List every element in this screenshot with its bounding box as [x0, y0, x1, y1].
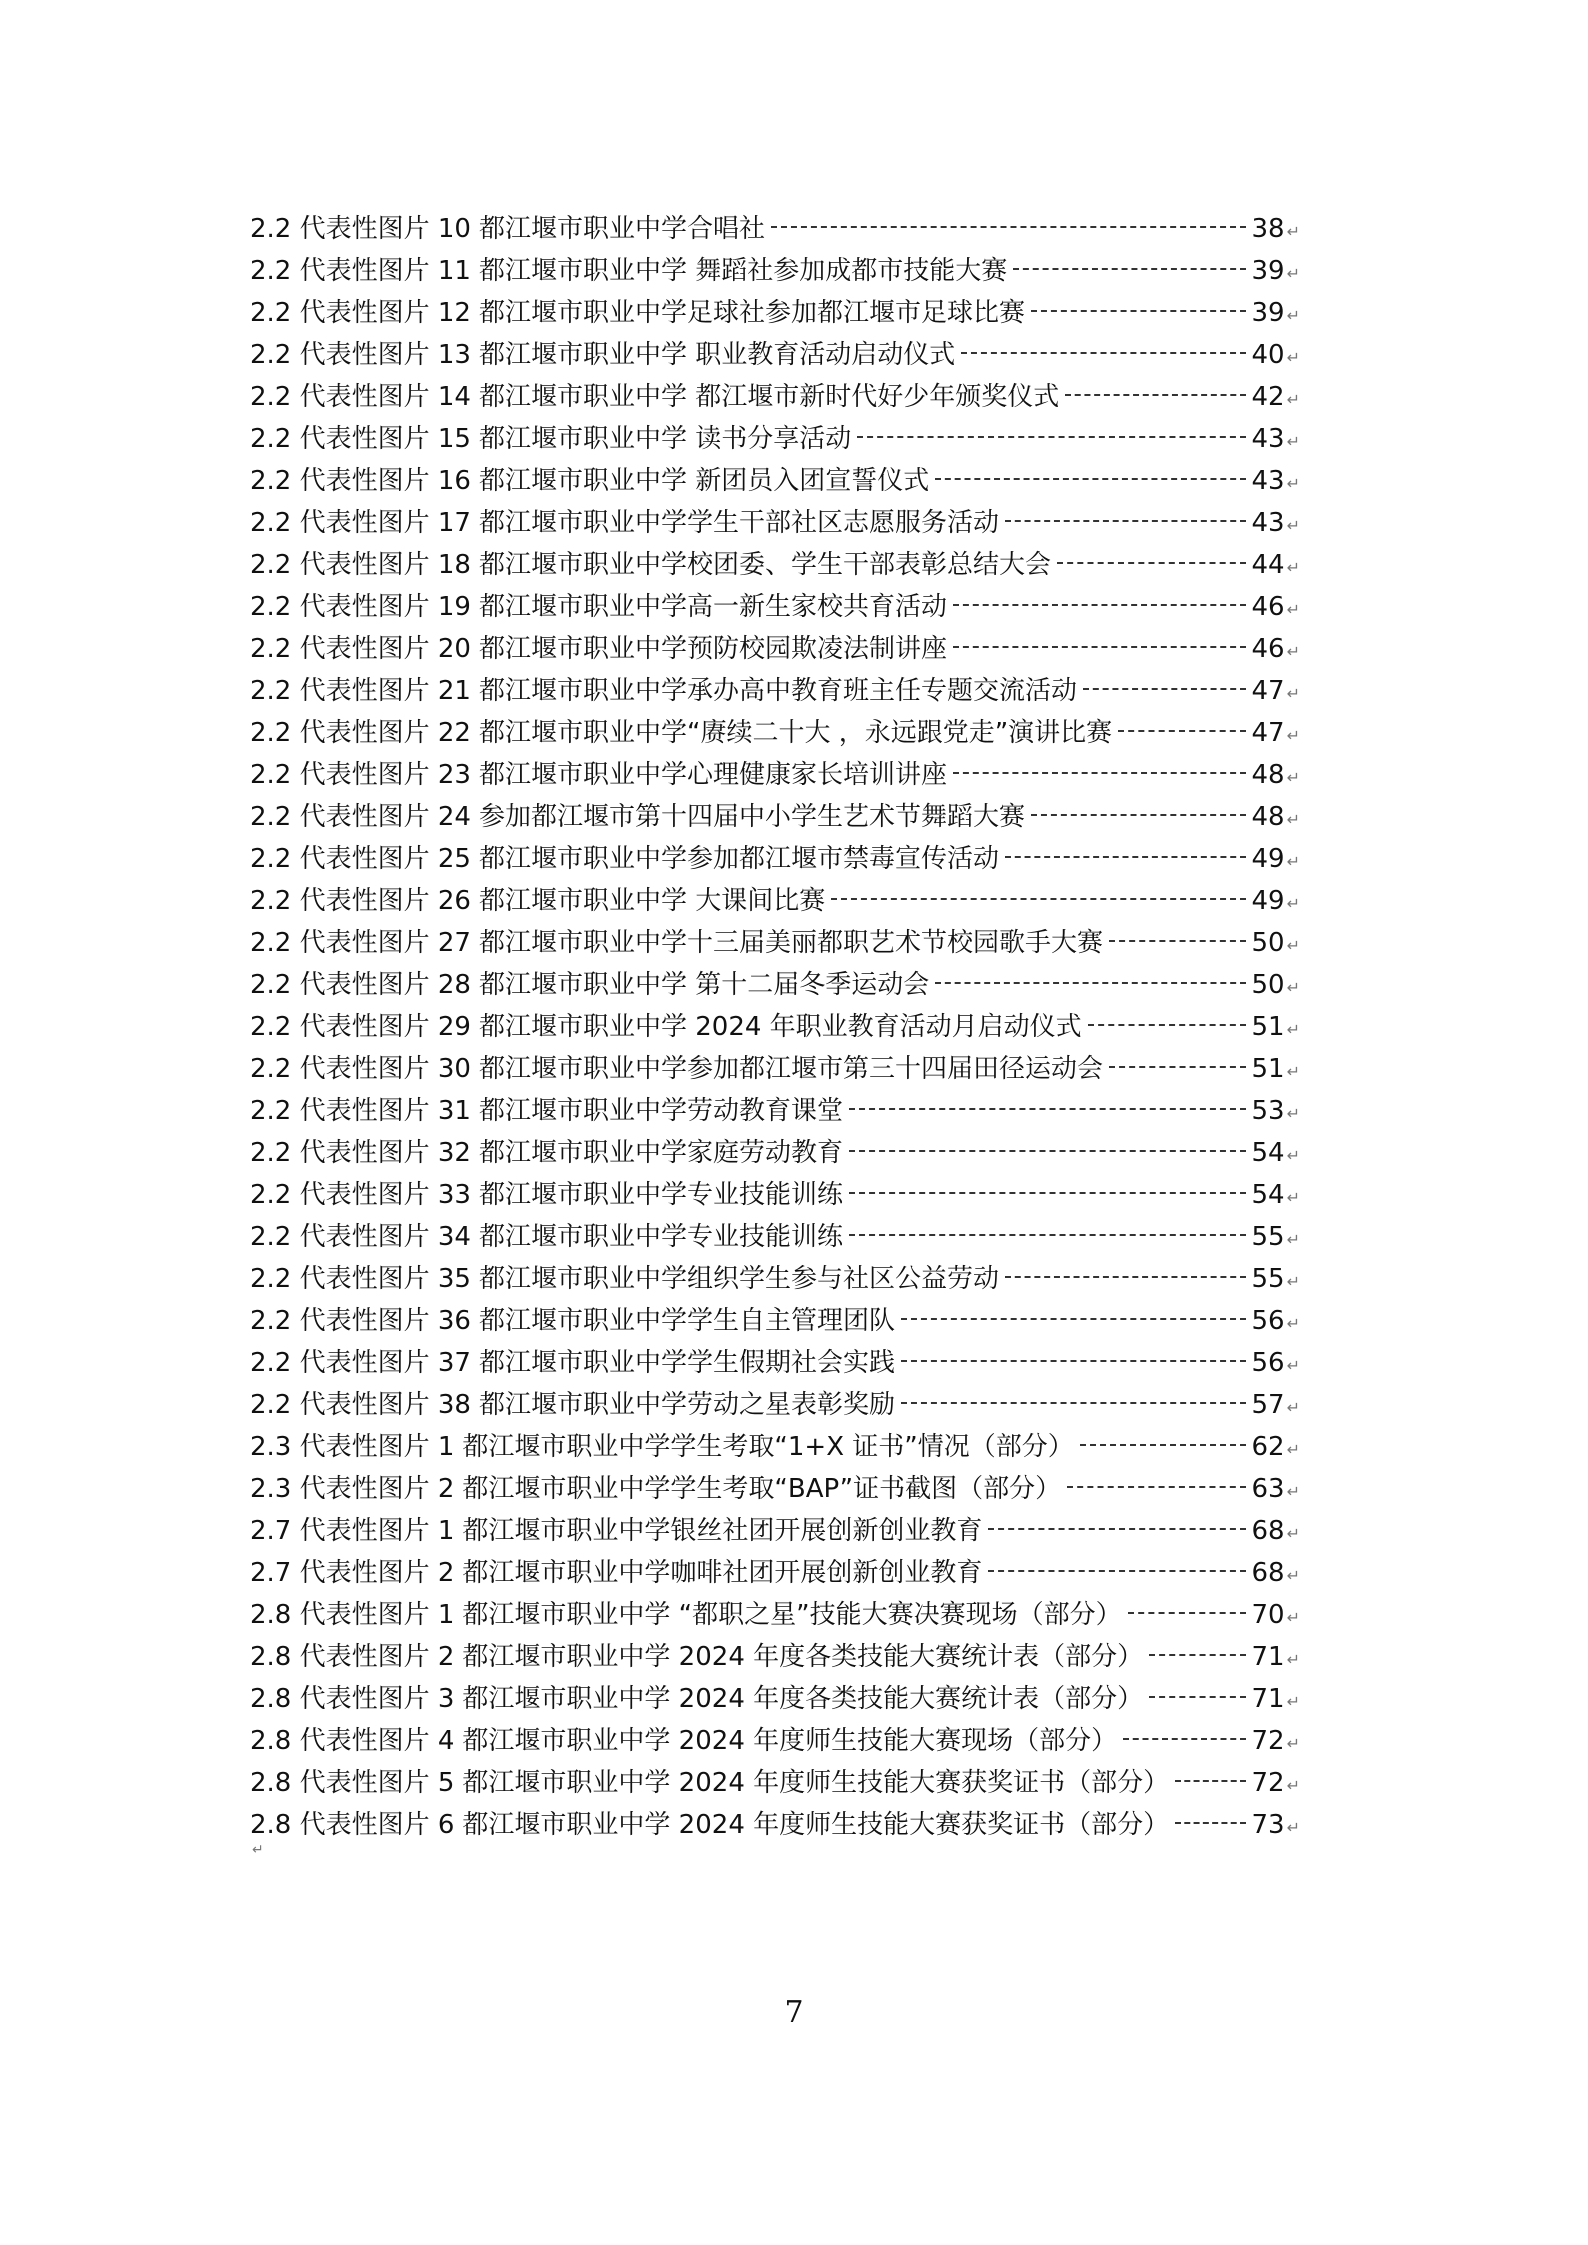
- toc-entry-title: 都江堰市职业中学劳动教育课堂: [478, 1096, 843, 1126]
- toc-entry-number: 2.2 代表性图片 32: [250, 1138, 471, 1168]
- paragraph-mark: ↵: [1286, 1482, 1300, 1501]
- toc-entry-title: 都江堰市职业中学心理健康家长培训讲座: [478, 760, 947, 790]
- toc-entry-title: 都江堰市职业中学学生考取“BAP”证书截图（部分）: [462, 1474, 1062, 1504]
- toc-entry-title: 都江堰市职业中学学生假期社会实践: [478, 1348, 895, 1378]
- toc-entry-number: 2.2 代表性图片 30: [250, 1054, 471, 1084]
- toc-entry-number: 2.2 代表性图片 18: [250, 550, 471, 580]
- toc-entry-number: 2.2 代表性图片 31: [250, 1096, 471, 1126]
- toc-dot-leader: [901, 1360, 1246, 1362]
- toc-entry-title: 都江堰市职业中学 大课间比赛: [478, 886, 826, 916]
- toc-entry[interactable]: [250, 1006, 1300, 1048]
- toc-dot-leader: [1031, 310, 1246, 312]
- toc-entry-page: 56: [1251, 1306, 1285, 1336]
- toc-dot-leader: [1083, 688, 1246, 690]
- toc-entry[interactable]: [250, 586, 1300, 628]
- toc-dot-leader: [771, 226, 1246, 228]
- toc-entry-page: 39: [1251, 298, 1285, 328]
- toc-dot-leader: [935, 982, 1245, 984]
- page-number: 7: [784, 1995, 804, 2030]
- toc-entry-title: 都江堰市职业中学银丝社团开展创新创业教育: [462, 1516, 983, 1546]
- toc-entry-page: 73: [1251, 1810, 1285, 1840]
- toc-entry[interactable]: [250, 376, 1300, 418]
- toc-entry-title: 都江堰市职业中学专业技能训练: [478, 1180, 843, 1210]
- paragraph-mark: ↵: [1286, 1608, 1300, 1627]
- toc-entry-title: 都江堰市职业中学 2024 年职业教育活动月启动仪式: [478, 1012, 1082, 1042]
- paragraph-mark: ↵: [1286, 1818, 1300, 1837]
- paragraph-mark: ↵: [1286, 1356, 1300, 1375]
- paragraph-mark: ↵: [1286, 1566, 1300, 1585]
- toc-dot-leader: [1005, 520, 1246, 522]
- paragraph-mark: ↵: [1286, 1230, 1300, 1249]
- toc-dot-leader: [849, 1150, 1246, 1152]
- toc-entry-title: 都江堰市职业中学学生考取“1+X 证书”情况（部分）: [462, 1432, 1074, 1462]
- toc-entry-title: 参加都江堰市第十四届中小学生艺术节舞蹈大赛: [478, 802, 1025, 832]
- toc-dot-leader: [1123, 1738, 1245, 1740]
- toc-entry[interactable]: [250, 1720, 1300, 1762]
- toc-entry[interactable]: [250, 670, 1300, 712]
- toc-dot-leader: [1118, 730, 1245, 732]
- toc-entry-page: 71: [1251, 1684, 1285, 1714]
- toc-entry-number: 2.2 代表性图片 38: [250, 1390, 471, 1420]
- paragraph-mark: ↵: [1286, 222, 1300, 241]
- toc-entry-title: 都江堰市职业中学咖啡社团开展创新创业教育: [462, 1558, 983, 1588]
- toc-entry-page: 44: [1251, 550, 1285, 580]
- toc-dot-leader: [1031, 814, 1246, 816]
- toc-entry-page: 43: [1251, 424, 1285, 454]
- toc-entry[interactable]: [250, 1090, 1300, 1132]
- toc-entry-number: 2.2 代表性图片 23: [250, 760, 471, 790]
- toc-entry-number: 2.2 代表性图片 27: [250, 928, 471, 958]
- toc-entry[interactable]: [250, 1426, 1300, 1468]
- toc-entry-title: 都江堰市职业中学十三届美丽都职艺术节校园歌手大赛: [478, 928, 1103, 958]
- toc-entry[interactable]: [250, 418, 1300, 460]
- paragraph-mark: ↵: [1286, 1398, 1300, 1417]
- toc-dot-leader: [1067, 1486, 1245, 1488]
- toc-entry-page: 51: [1251, 1054, 1285, 1084]
- toc-entry-page: 53: [1251, 1096, 1285, 1126]
- paragraph-mark: ↵: [1286, 474, 1300, 493]
- toc-entry[interactable]: [250, 1384, 1300, 1426]
- toc-dot-leader: [901, 1318, 1246, 1320]
- toc-entry-page: 68: [1251, 1558, 1285, 1588]
- toc-entry-number: 2.2 代表性图片 22: [250, 718, 471, 748]
- toc-entry-title: 都江堰市职业中学 2024 年度各类技能大赛统计表（部分）: [462, 1642, 1144, 1672]
- toc-entry-number: 2.2 代表性图片 20: [250, 634, 471, 664]
- toc-entry-title: 都江堰市职业中学 2024 年度师生技能大赛获奖证书（部分）: [462, 1768, 1170, 1798]
- toc-entry-page: 42: [1251, 382, 1285, 412]
- paragraph-mark: ↵: [1286, 1020, 1300, 1039]
- toc-entry-title: 都江堰市职业中学 2024 年度各类技能大赛统计表（部分）: [462, 1684, 1144, 1714]
- toc-dot-leader: [1175, 1822, 1245, 1824]
- toc-entry-title: 都江堰市职业中学 读书分享活动: [478, 424, 852, 454]
- paragraph-mark: ↵: [1286, 1650, 1300, 1669]
- toc-entry[interactable]: [250, 1342, 1300, 1384]
- toc-entry[interactable]: [250, 208, 1300, 250]
- toc-entry-page: 39: [1251, 256, 1285, 286]
- toc-entry-page: 50: [1251, 970, 1285, 1000]
- paragraph-mark: ↵: [1286, 1104, 1300, 1123]
- toc-entry[interactable]: [250, 1804, 1300, 1846]
- paragraph-mark: ↵: [1286, 768, 1300, 787]
- table-of-contents: [250, 208, 1300, 1846]
- toc-entry-page: 55: [1251, 1264, 1285, 1294]
- toc-entry-title: 都江堰市职业中学承办高中教育班主任专题交流活动: [478, 676, 1077, 706]
- toc-entry-page: 63: [1251, 1474, 1285, 1504]
- paragraph-mark: ↵: [1286, 1692, 1300, 1711]
- toc-entry-title: 都江堰市职业中学 第十二届冬季运动会: [478, 970, 930, 1000]
- toc-entry[interactable]: [250, 712, 1300, 754]
- toc-entry[interactable]: [250, 250, 1300, 292]
- toc-entry-number: 2.2 代表性图片 16: [250, 466, 471, 496]
- toc-entry-number: 2.2 代表性图片 12: [250, 298, 471, 328]
- toc-entry[interactable]: [250, 1468, 1300, 1510]
- toc-entry[interactable]: [250, 628, 1300, 670]
- toc-dot-leader: [1005, 1276, 1246, 1278]
- toc-entry-page: 38: [1251, 214, 1285, 244]
- toc-entry-title: 都江堰市职业中学学生自主管理团队: [478, 1306, 895, 1336]
- toc-entry[interactable]: [250, 1552, 1300, 1594]
- toc-entry-page: 43: [1251, 508, 1285, 538]
- paragraph-mark: ↵: [1286, 1272, 1300, 1291]
- toc-entry[interactable]: [250, 1678, 1300, 1720]
- paragraph-mark: ↵: [1286, 348, 1300, 367]
- toc-entry-number: 2.2 代表性图片 13: [250, 340, 471, 370]
- toc-entry-title: 都江堰市职业中学 2024 年度师生技能大赛获奖证书（部分）: [462, 1810, 1170, 1840]
- toc-entry[interactable]: [250, 292, 1300, 334]
- toc-entry-page: 48: [1251, 802, 1285, 832]
- paragraph-mark: ↵: [1286, 852, 1300, 871]
- toc-dot-leader: [1149, 1654, 1245, 1656]
- toc-entry-title: 都江堰市职业中学合唱社: [478, 214, 765, 244]
- paragraph-mark: ↵: [1286, 1188, 1300, 1207]
- paragraph-mark: ↵: [1286, 1524, 1300, 1543]
- toc-entry-page: 47: [1251, 718, 1285, 748]
- paragraph-mark: ↵: [1286, 810, 1300, 829]
- toc-dot-leader: [1057, 562, 1246, 564]
- toc-entry[interactable]: [250, 880, 1300, 922]
- paragraph-mark: ↵: [1286, 600, 1300, 619]
- paragraph-mark: ↵: [1286, 1776, 1300, 1795]
- toc-entry-number: 2.8 代表性图片 6: [250, 1810, 455, 1840]
- toc-entry[interactable]: [250, 1132, 1300, 1174]
- toc-dot-leader: [849, 1234, 1246, 1236]
- paragraph-mark: ↵: [1286, 1440, 1300, 1459]
- toc-entry-page: 56: [1251, 1348, 1285, 1378]
- toc-dot-leader: [953, 604, 1246, 606]
- toc-entry-title: 都江堰市职业中学 2024 年度师生技能大赛现场（部分）: [462, 1726, 1118, 1756]
- toc-entry-title: 都江堰市职业中学 都江堰市新时代好少年颁奖仪式: [478, 382, 1060, 412]
- toc-entry-title: 都江堰市职业中学“赓续二十大 ，永远跟党走”演讲比赛: [478, 718, 1113, 748]
- toc-dot-leader: [1149, 1696, 1245, 1698]
- paragraph-mark: ↵: [1286, 306, 1300, 325]
- toc-entry[interactable]: [250, 334, 1300, 376]
- toc-entry-number: 2.2 代表性图片 24: [250, 802, 471, 832]
- paragraph-mark: ↵: [1286, 726, 1300, 745]
- toc-entry-page: 72: [1251, 1726, 1285, 1756]
- toc-entry-number: 2.7 代表性图片 2: [250, 1558, 455, 1588]
- toc-entry[interactable]: [250, 1258, 1300, 1300]
- toc-dot-leader: [988, 1528, 1245, 1530]
- toc-entry-number: 2.8 代表性图片 1: [250, 1600, 455, 1630]
- toc-entry-page: 49: [1251, 844, 1285, 874]
- paragraph-mark: ↵: [1286, 558, 1300, 577]
- toc-entry[interactable]: [250, 502, 1300, 544]
- toc-entry-title: 都江堰市职业中学预防校园欺凌法制讲座: [478, 634, 947, 664]
- toc-entry-number: 2.2 代表性图片 11: [250, 256, 471, 286]
- toc-entry-page: 46: [1251, 592, 1285, 622]
- toc-entry-page: 47: [1251, 676, 1285, 706]
- paragraph-mark: ↵: [1286, 936, 1300, 955]
- paragraph-mark: ↵: [1286, 1062, 1300, 1081]
- toc-entry-page: 62: [1251, 1432, 1285, 1462]
- toc-dot-leader: [1005, 856, 1246, 858]
- toc-dot-leader: [1128, 1612, 1246, 1614]
- toc-entry-title: 都江堰市职业中学家庭劳动教育: [478, 1138, 843, 1168]
- toc-entry[interactable]: [250, 1510, 1300, 1552]
- toc-entry-title: 都江堰市职业中学专业技能训练: [478, 1222, 843, 1252]
- toc-entry-number: 2.2 代表性图片 36: [250, 1306, 471, 1336]
- toc-entry-title: 都江堰市职业中学 “都职之星”技能大赛决赛现场（部分）: [462, 1600, 1122, 1630]
- toc-dot-leader: [1175, 1780, 1245, 1782]
- toc-entry-number: 2.8 代表性图片 3: [250, 1684, 455, 1714]
- toc-entry-page: 68: [1251, 1516, 1285, 1546]
- toc-entry-page: 46: [1251, 634, 1285, 664]
- toc-entry-title: 都江堰市职业中学学生干部社区志愿服务活动: [478, 508, 999, 538]
- toc-entry-number: 2.2 代表性图片 37: [250, 1348, 471, 1378]
- toc-entry-number: 2.2 代表性图片 21: [250, 676, 471, 706]
- paragraph-mark: ↵: [1286, 1314, 1300, 1333]
- toc-entry[interactable]: [250, 544, 1300, 586]
- toc-entry-page: 50: [1251, 928, 1285, 958]
- toc-dot-leader: [953, 646, 1246, 648]
- toc-dot-leader: [849, 1192, 1246, 1194]
- toc-entry-page: 49: [1251, 886, 1285, 916]
- paragraph-mark: ↵: [1286, 264, 1300, 283]
- toc-entry[interactable]: [250, 796, 1300, 838]
- toc-entry-number: 2.2 代表性图片 19: [250, 592, 471, 622]
- toc-entry-page: 55: [1251, 1222, 1285, 1252]
- toc-entry-number: 2.2 代表性图片 26: [250, 886, 471, 916]
- toc-entry-number: 2.3 代表性图片 2: [250, 1474, 455, 1504]
- toc-entry[interactable]: [250, 754, 1300, 796]
- paragraph-mark: ↵: [1286, 894, 1300, 913]
- toc-dot-leader: [1109, 940, 1246, 942]
- toc-entry-number: 2.2 代表性图片 28: [250, 970, 471, 1000]
- toc-entry-number: 2.2 代表性图片 34: [250, 1222, 471, 1252]
- toc-entry-page: 72: [1251, 1768, 1285, 1798]
- toc-entry-page: 54: [1251, 1180, 1285, 1210]
- toc-entry[interactable]: [250, 460, 1300, 502]
- paragraph-mark: ↵: [1286, 978, 1300, 997]
- paragraph-mark: ↵: [1286, 1734, 1300, 1753]
- toc-entry-number: 2.2 代表性图片 33: [250, 1180, 471, 1210]
- toc-dot-leader: [1013, 268, 1245, 270]
- paragraph-mark: ↵: [1286, 1146, 1300, 1165]
- toc-dot-leader: [857, 436, 1245, 438]
- toc-entry-title: 都江堰市职业中学参加都江堰市禁毒宣传活动: [478, 844, 999, 874]
- toc-entry-title: 都江堰市职业中学高一新生家校共育活动: [478, 592, 947, 622]
- toc-dot-leader: [831, 898, 1245, 900]
- toc-entry-number: 2.2 代表性图片 35: [250, 1264, 471, 1294]
- toc-entry-number: 2.8 代表性图片 4: [250, 1726, 455, 1756]
- toc-entry-number: 2.2 代表性图片 29: [250, 1012, 471, 1042]
- toc-entry[interactable]: [250, 1216, 1300, 1258]
- paragraph-mark: ↵: [1286, 390, 1300, 409]
- toc-entry-page: 71: [1251, 1642, 1285, 1672]
- toc-entry[interactable]: [250, 922, 1300, 964]
- paragraph-mark: ↵: [1286, 684, 1300, 703]
- toc-entry[interactable]: [250, 1300, 1300, 1342]
- toc-entry-title: 都江堰市职业中学劳动之星表彰奖励: [478, 1390, 895, 1420]
- toc-entry[interactable]: [250, 1636, 1300, 1678]
- toc-entry-page: 43: [1251, 466, 1285, 496]
- toc-entry-page: 70: [1251, 1600, 1285, 1630]
- toc-dot-leader: [988, 1570, 1245, 1572]
- toc-entry-page: 54: [1251, 1138, 1285, 1168]
- toc-entry-title: 都江堰市职业中学校团委、学生干部表彰总结大会: [478, 550, 1051, 580]
- toc-entry-number: 2.8 代表性图片 2: [250, 1642, 455, 1672]
- toc-entry-number: 2.2 代表性图片 25: [250, 844, 471, 874]
- toc-entry-page: 40: [1251, 340, 1285, 370]
- toc-entry-title: 都江堰市职业中学足球社参加都江堰市足球比赛: [478, 298, 1025, 328]
- toc-entry-number: 2.3 代表性图片 1: [250, 1432, 455, 1462]
- toc-dot-leader: [849, 1108, 1246, 1110]
- toc-entry-page: 51: [1251, 1012, 1285, 1042]
- toc-entry[interactable]: [250, 1594, 1300, 1636]
- toc-entry-number: 2.8 代表性图片 5: [250, 1768, 455, 1798]
- toc-dot-leader: [961, 352, 1245, 354]
- toc-dot-leader: [901, 1402, 1246, 1404]
- paragraph-mark: ↵: [1286, 432, 1300, 451]
- toc-dot-leader: [953, 772, 1246, 774]
- toc-dot-leader: [1080, 1444, 1246, 1446]
- toc-entry-number: 2.2 代表性图片 17: [250, 508, 471, 538]
- toc-entry-number: 2.2 代表性图片 14: [250, 382, 471, 412]
- toc-entry[interactable]: [250, 964, 1300, 1006]
- toc-entry[interactable]: [250, 1762, 1300, 1804]
- toc-entry-title: 都江堰市职业中学 舞蹈社参加成都市技能大赛: [478, 256, 1008, 286]
- toc-dot-leader: [1109, 1066, 1246, 1068]
- toc-entry-title: 都江堰市职业中学 职业教育活动启动仪式: [478, 340, 956, 370]
- toc-entry-number: 2.2 代表性图片 15: [250, 424, 471, 454]
- paragraph-mark: ↵: [1286, 516, 1300, 535]
- toc-entry-page: 57: [1251, 1390, 1285, 1420]
- toc-dot-leader: [1065, 394, 1245, 396]
- paragraph-mark: ↵: [1286, 642, 1300, 661]
- toc-entry[interactable]: [250, 1048, 1300, 1090]
- toc-entry-title: 都江堰市职业中学 新团员入团宣誓仪式: [478, 466, 930, 496]
- paragraph-end-mark: ↵: [252, 1842, 264, 1858]
- toc-entry[interactable]: [250, 838, 1300, 880]
- toc-dot-leader: [1088, 1024, 1246, 1026]
- toc-entry-page: 48: [1251, 760, 1285, 790]
- toc-entry-title: 都江堰市职业中学组织学生参与社区公益劳动: [478, 1264, 999, 1294]
- toc-entry[interactable]: [250, 1174, 1300, 1216]
- toc-entry-number: 2.7 代表性图片 1: [250, 1516, 455, 1546]
- toc-entry-number: 2.2 代表性图片 10: [250, 214, 471, 244]
- toc-entry-title: 都江堰市职业中学参加都江堰市第三十四届田径运动会: [478, 1054, 1103, 1084]
- toc-dot-leader: [935, 478, 1245, 480]
